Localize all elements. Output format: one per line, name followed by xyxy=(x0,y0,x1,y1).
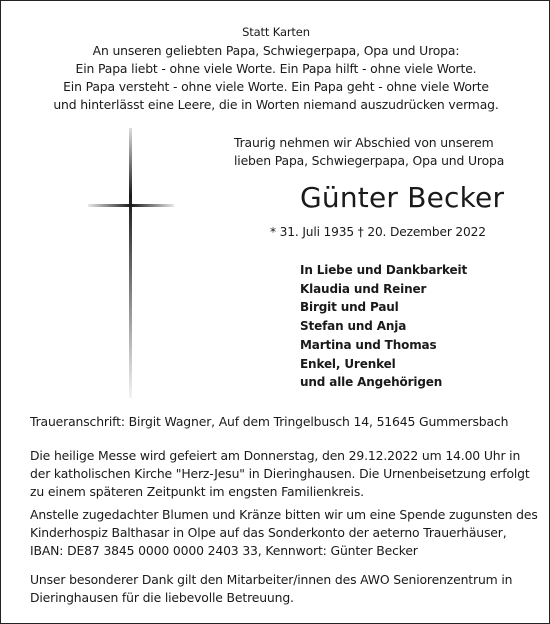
thanks-paragraph xyxy=(30,571,512,607)
mourner-line: und alle Angehörigen xyxy=(300,375,443,390)
intro-text xyxy=(234,134,504,170)
poem xyxy=(1,42,550,114)
mourner-line: Birgit und Paul xyxy=(300,300,399,315)
mourner-line: Stefan und Anja xyxy=(300,319,407,334)
intro-line: Traurig nehmen wir Abschied von unserem xyxy=(234,135,494,150)
mourner-line: Martina und Thomas xyxy=(300,337,437,352)
donation-line: Kinderhospiz Balthasar in Olpe auf das Sonderkonto der aeterno Trauerhäuser, xyxy=(30,525,507,540)
poem-line: An unseren geliebten Papa, Schwiegerpapa, Opa und Uropa: xyxy=(92,43,460,58)
thanks-line: Unser besonderer Dank gilt den Mitarbeiter/innen des AWO Seniorenzentrum in xyxy=(30,572,513,587)
mourning-address: Traueranschrift: Birgit Wagner, Auf dem Tringelbusch 14, 51645 Gummersbach xyxy=(30,414,509,429)
mourner-line: Klaudia und Reiner xyxy=(300,281,427,296)
intro-line: lieben Papa, Schwiegerpapa, Opa und Uropa xyxy=(234,153,505,168)
donation-paragraph xyxy=(30,506,538,560)
mourner-line: Enkel, Urenkel xyxy=(300,356,396,371)
donation-line: IBAN: DE87 3845 0000 0000 2403 33, Kennwort: Günter Becker xyxy=(30,543,418,558)
donation-line: Anstelle zugedachter Blumen und Kränze bitten wir um eine Spende zugunsten des xyxy=(30,507,538,522)
mass-line: Die heilige Messe wird gefeiert am Donnerstag, den 29.12.2022 um 14.00 Uhr in xyxy=(30,448,521,463)
mass-line: der katholischen Kirche "Herz-Jesu" in Dieringhausen. Die Urnenbeisetzung erfolgt xyxy=(30,466,530,481)
life-dates: * 31. Juli 1935 † 20. Dezember 2022 xyxy=(270,225,486,239)
poem-line: und hinterlässt eine Leere, die in Worten niemand auszudrücken vermag. xyxy=(53,97,499,112)
poem-line: Ein Papa versteht - ohne viele Worte. Ein Papa geht - ohne viele Worte xyxy=(63,79,489,94)
thanks-line: Dieringhausen für die liebevolle Betreuung. xyxy=(30,590,294,605)
mass-paragraph xyxy=(30,447,530,501)
cross-icon xyxy=(88,128,174,398)
mourners-list xyxy=(300,261,467,392)
deceased-name: Günter Becker xyxy=(300,181,505,214)
mourner-line: In Liebe und Dankbarkeit xyxy=(300,263,468,277)
poem-line: Ein Papa liebt - ohne viele Worte. Ein Papa hilft - ohne viele Worte. xyxy=(75,61,477,76)
header-label: Statt Karten xyxy=(242,25,310,39)
mass-line: zu einem späteren Zeitpunkt im engsten Familienkreis. xyxy=(30,484,364,499)
